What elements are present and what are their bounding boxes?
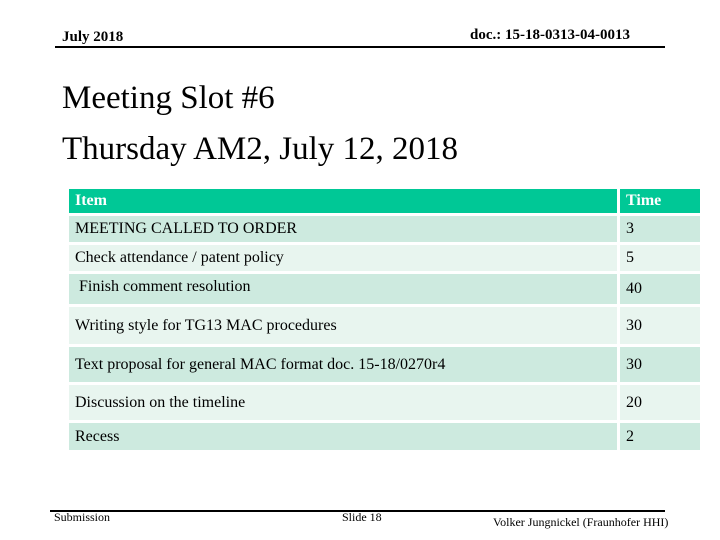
- item-cell: Discussion on the timeline: [68, 384, 619, 422]
- item-cell: Text proposal for general MAC format doc. 15-18/0270r4: [68, 346, 619, 384]
- footer-submission: Submission: [54, 510, 111, 524]
- slide-subtitle: Thursday AM2, July 12, 2018: [62, 131, 458, 167]
- item-cell: Check attendance / patent policy: [68, 244, 619, 273]
- item-cell: Finish comment resolution: [68, 273, 619, 306]
- time-cell: 20: [619, 384, 702, 422]
- header-item: Item: [68, 188, 619, 215]
- time-cell: 30: [619, 306, 702, 346]
- header-date: July 2018: [62, 29, 124, 45]
- table-row: [68, 422, 702, 452]
- table-row: [68, 306, 702, 346]
- slide-title: Meeting Slot #6: [62, 80, 275, 116]
- table-row: [68, 273, 702, 306]
- header-time: Time: [619, 188, 702, 215]
- item-cell: Writing style for TG13 MAC procedures: [68, 306, 619, 346]
- time-cell: 3: [619, 215, 702, 244]
- header-doc-number: doc.: 15-18-0313-04-0013: [470, 27, 630, 43]
- table-header-row: [68, 188, 702, 215]
- agenda-table: [66, 186, 703, 453]
- time-cell: 5: [619, 244, 702, 273]
- time-cell: 40: [619, 273, 702, 306]
- table-row: [68, 244, 702, 273]
- header-divider: [55, 46, 665, 48]
- table-row: [68, 346, 702, 384]
- time-cell: 2: [619, 422, 702, 452]
- item-cell: MEETING CALLED TO ORDER: [68, 215, 619, 244]
- item-cell: Recess: [68, 422, 619, 452]
- time-cell: 30: [619, 346, 702, 384]
- footer-slide-number: Slide 18: [342, 510, 382, 524]
- table-row: [68, 215, 702, 244]
- footer-author: Volker Jungnickel (Fraunhofer HHI): [493, 515, 669, 529]
- table-row: [68, 384, 702, 422]
